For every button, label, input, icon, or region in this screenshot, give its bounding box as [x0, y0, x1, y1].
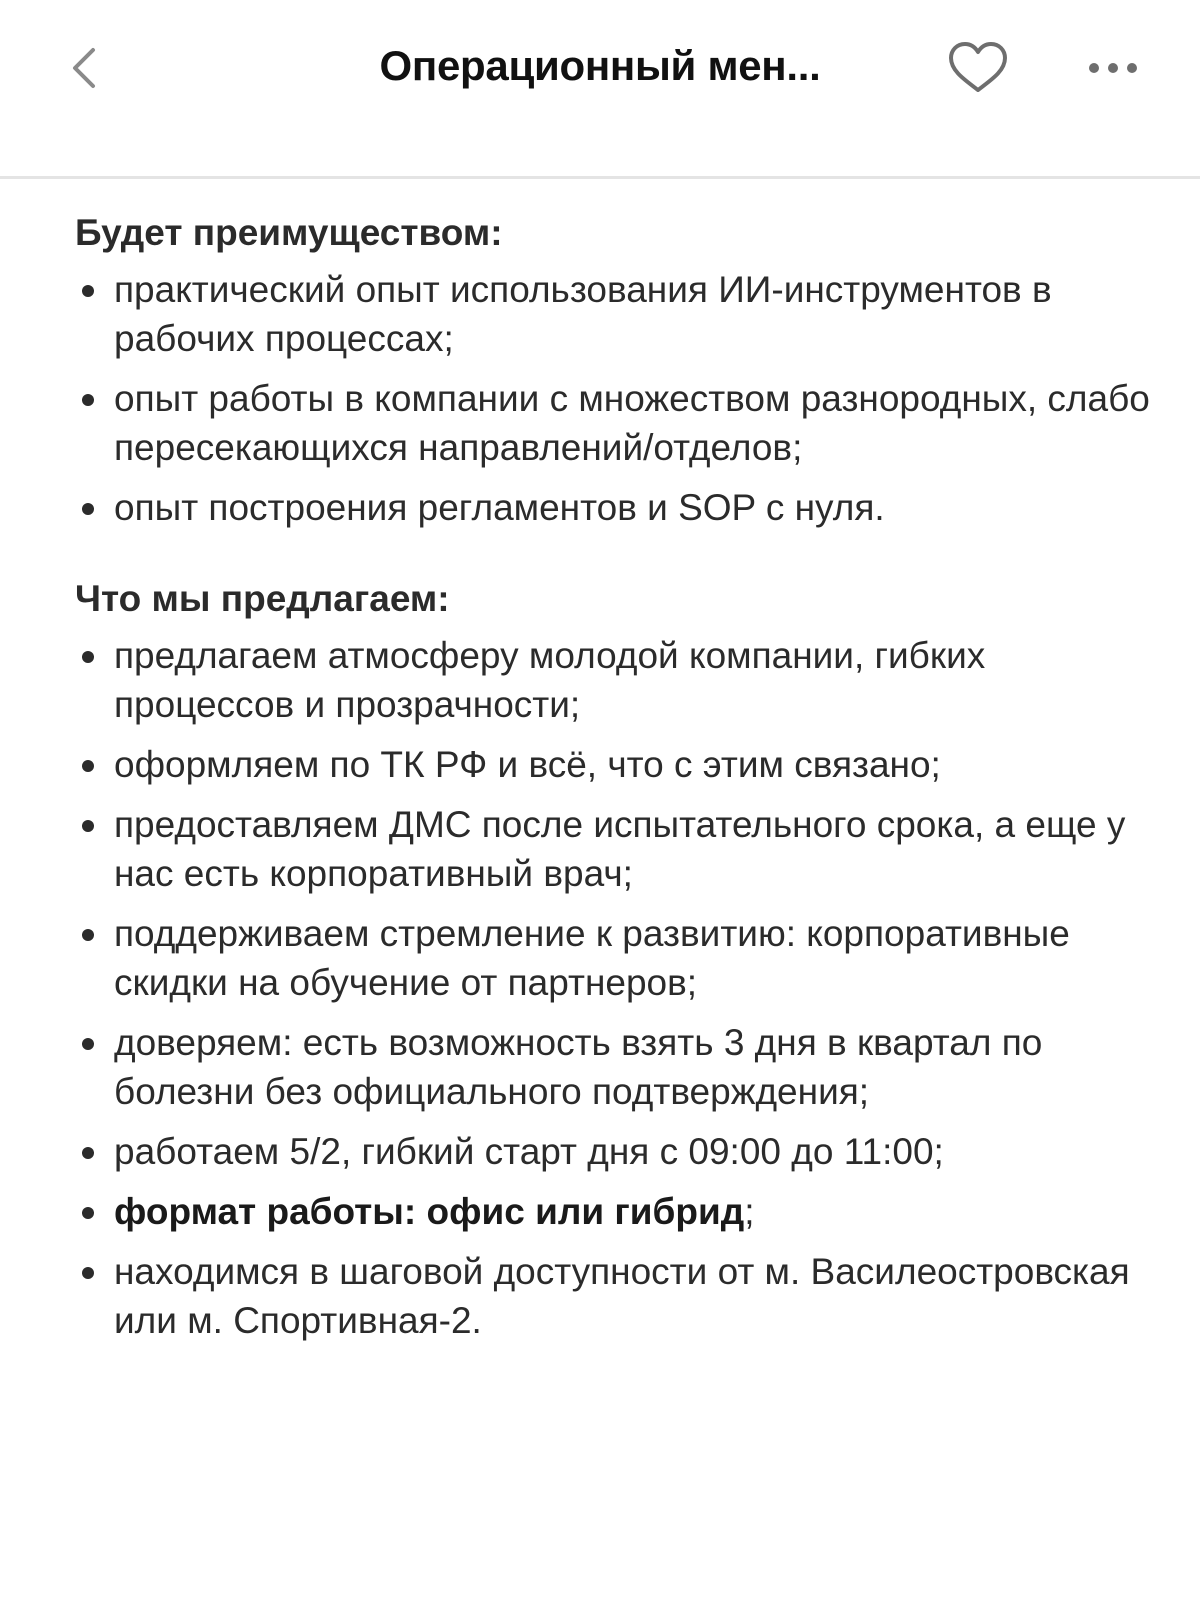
page-title: Операционный мен... — [379, 42, 821, 89]
list-item-work-format — [75, 1187, 1155, 1236]
list-item: предлагаем атмосферу молодой компании, гибких процессов и прозрачности; — [75, 631, 1155, 729]
work-format-bold-text: формат работы: офис или гибрид — [114, 1191, 745, 1232]
chevron-left-icon — [62, 40, 112, 96]
section-title-advantages: Будет преимуществом: — [75, 212, 503, 253]
list-item: практический опыт использования ИИ-инструментов в рабочих процессах; — [75, 265, 1155, 363]
back-button[interactable] — [62, 40, 112, 96]
section-advantages — [75, 208, 1155, 532]
top-navigation-bar — [0, 0, 1200, 179]
advantages-list — [75, 265, 1155, 532]
work-format-trailing-text: ; — [744, 1191, 755, 1232]
list-item: работаем 5/2, гибкий старт дня с 09:00 до 11:00; — [75, 1127, 1155, 1176]
list-item: доверяем: есть возможность взять 3 дня в квартал по болезни без официального подтверждения; — [75, 1018, 1155, 1116]
list-item: предоставляем ДМС после испытательного срока, а еще у нас есть корпоративный врач; — [75, 800, 1155, 898]
offer-list — [75, 631, 1155, 1345]
list-item: опыт работы в компании с множеством разнородных, слабо пересекающихся направлений/отделов; — [75, 374, 1155, 472]
list-item: опыт построения регламентов и SOP с нуля. — [75, 483, 1155, 532]
more-horizontal-icon — [1085, 44, 1141, 92]
section-offer — [75, 574, 1155, 1345]
more-options-button[interactable] — [1085, 44, 1141, 92]
list-item: оформляем по ТК РФ и всё, что с этим связано; — [75, 740, 1155, 789]
section-title-offer: Что мы предлагаем: — [75, 578, 450, 619]
list-item: поддерживаем стремление к развитию: корпоративные скидки на обучение от партнеров; — [75, 909, 1155, 1007]
favorite-button[interactable] — [945, 40, 1011, 96]
list-item: находимся в шаговой доступности от м. Василеостровская или м. Спортивная-2. — [75, 1247, 1155, 1345]
vacancy-description — [75, 208, 1155, 1345]
heart-outline-icon — [945, 40, 1011, 96]
